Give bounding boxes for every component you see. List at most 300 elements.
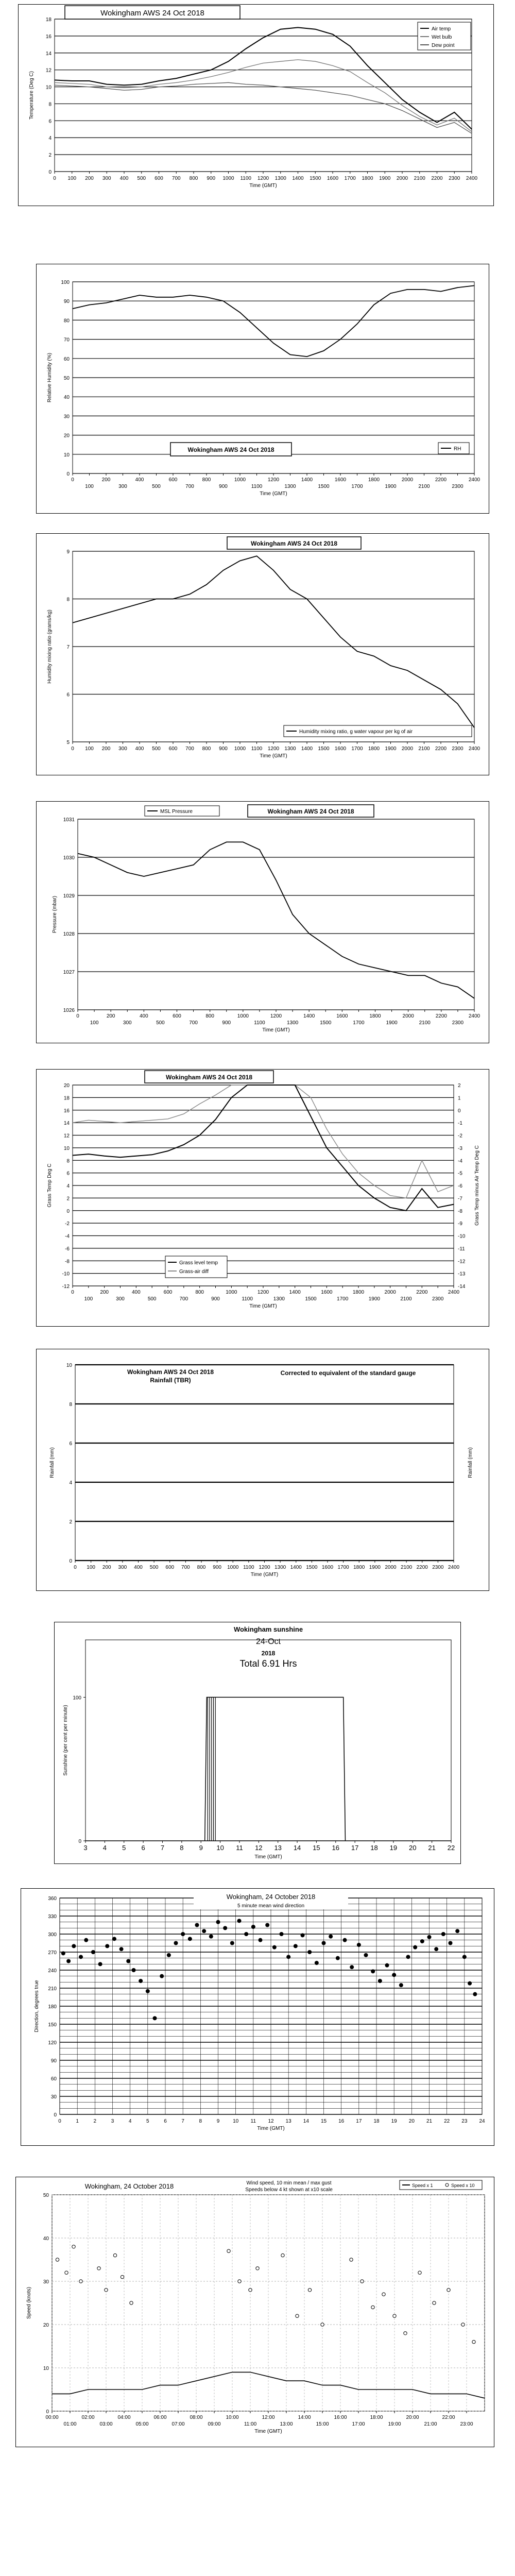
x-tick-label: 300 [123, 1020, 132, 1026]
x-tick-label: 200 [101, 477, 111, 483]
temperature-chart-svg [19, 5, 494, 206]
x-tick-label: 1200 [257, 1290, 269, 1295]
wind-direction-point [336, 1956, 340, 1960]
wind-direction-point [329, 1935, 333, 1939]
x-tick-label: 0 [74, 1565, 77, 1570]
y-tick-label: 0 [66, 471, 70, 477]
chart-subtitle: Wind speed, 10 min mean / max gust [246, 2180, 332, 2186]
y-tick-label: 60 [63, 356, 70, 362]
speed-x10-point [418, 2271, 421, 2274]
y-right-tick-label: -8 [458, 1208, 462, 1214]
x-tick-label: 1800 [353, 1565, 365, 1570]
x-tick-label: 09:00 [208, 2421, 221, 2427]
legend-label: Speed x 10 [451, 2183, 475, 2188]
x-tick-label: 700 [189, 1020, 198, 1026]
x-tick-label: 500 [152, 746, 161, 752]
x-tick-label: 13 [274, 1844, 282, 1852]
x-tick-label: 23 [461, 2119, 468, 2124]
legend-label: Air temp [432, 26, 451, 32]
wind-direction-point [294, 1944, 298, 1948]
x-tick-label: 800 [195, 1290, 204, 1295]
y-tick-label: 0 [46, 2409, 49, 2415]
y-right-tick-label: 1 [458, 1095, 461, 1101]
x-tick-label: 1800 [369, 1013, 381, 1019]
y-tick-label: 12 [45, 67, 52, 74]
y-tick-label: 4 [69, 1480, 72, 1486]
wind-direction-point [371, 1969, 375, 1973]
x-tick-label: 2300 [432, 1296, 444, 1302]
x-tick-label: 11 [250, 2119, 256, 2124]
x-tick-label: 5 [122, 1844, 126, 1852]
wind-direction-point [237, 1919, 242, 1923]
x-tick-label: 1400 [303, 1013, 315, 1019]
y-right-tick-label: -10 [458, 1233, 466, 1240]
wind-direction-point [188, 1937, 192, 1941]
x-tick-label: 2000 [401, 746, 414, 752]
x-tick-label: 200 [102, 1565, 111, 1570]
x-tick-label: 14:00 [298, 2415, 311, 2420]
chart-title: Wokingham AWS 24 Oct 2018 [187, 446, 274, 453]
x-tick-label: 1100 [243, 1565, 254, 1570]
x-tick-label: 900 [207, 176, 216, 181]
x-tick-label: 1000 [222, 176, 234, 181]
y-tick-label: 1027 [63, 970, 75, 975]
x-tick-label: 100 [90, 1020, 99, 1026]
y-tick-label: 14 [63, 1121, 70, 1127]
speed-x10-point [382, 2293, 385, 2296]
x-tick-label: 4 [128, 2119, 132, 2124]
y-axis-label: Rainfall (mm) [49, 1447, 55, 1478]
speed-x10-point [238, 2280, 241, 2283]
wind-direction-point [468, 1981, 472, 1986]
x-tick-label: 00:00 [45, 2415, 59, 2420]
x-tick-label: 0 [71, 477, 74, 483]
x-tick-label: 22 [447, 1844, 455, 1852]
x-tick-label: 2100 [419, 1020, 431, 1026]
x-tick-label: 1100 [251, 746, 263, 752]
x-tick-label: 1200 [257, 176, 269, 181]
grass-temperature-chart-svg [37, 1070, 489, 1327]
speed-x10-point [296, 2314, 299, 2317]
wind-direction-point [202, 1929, 206, 1933]
x-tick-label: 900 [211, 1296, 220, 1302]
chart-subtitle: Rainfall (TBR) [150, 1377, 191, 1384]
x-tick-label: 400 [139, 1013, 148, 1019]
x-tick-label: 1700 [351, 746, 363, 752]
wind-direction-point [79, 1955, 83, 1959]
chart-title: Wokingham, 24 October 2018 [84, 2182, 174, 2190]
x-tick-label: 700 [179, 1296, 188, 1302]
x-tick-label: 100 [87, 1565, 95, 1570]
legend-label: Wet bulb [432, 35, 452, 40]
sunshine-chart-svg [55, 1622, 461, 1864]
x-tick-label: 0 [71, 1290, 74, 1295]
wind-speed-chart [15, 2177, 494, 2447]
y-tick-label: 270 [48, 1950, 57, 1956]
y-tick-label: 20 [43, 2323, 49, 2328]
x-tick-label: 1900 [368, 1296, 380, 1302]
page-footer-blank [0, 2452, 515, 2576]
y-tick-label: 14 [45, 50, 52, 57]
x-tick-label: 600 [165, 1565, 175, 1570]
y-axis-label: Direction, degrees true [34, 1980, 40, 2032]
x-tick-label: 3 [111, 2119, 114, 2124]
y-tick-label: 360 [48, 1896, 57, 1902]
x-tick-label: 21 [428, 1844, 436, 1852]
x-tick-label: 1400 [301, 477, 313, 483]
wind-direction-point [315, 1961, 319, 1965]
x-tick-label: 17 [356, 2119, 362, 2124]
chart-subtitle: 5 minute mean wind direction [237, 1903, 305, 1909]
x-tick-label: 1700 [344, 176, 356, 181]
grass-temperature-chart [36, 1069, 489, 1327]
x-tick-label: 2000 [401, 477, 414, 483]
x-tick-label: 12:00 [262, 2415, 275, 2420]
x-tick-label: 13:00 [280, 2421, 293, 2427]
x-tick-label: 700 [181, 1565, 190, 1570]
wind-direction-point [427, 1935, 432, 1939]
x-tick-label: 1500 [305, 1296, 317, 1302]
x-tick-label: 2400 [448, 1565, 460, 1570]
x-tick-label: 1800 [368, 746, 380, 752]
x-tick-label: 1700 [351, 484, 363, 489]
y-tick-label: 30 [63, 414, 70, 420]
x-tick-label: 1000 [237, 1013, 249, 1019]
wind-direction-point [350, 1965, 354, 1969]
x-tick-label: 14 [303, 2119, 309, 2124]
x-tick-label: 1000 [234, 746, 246, 752]
y-tick-label: 0 [78, 1839, 81, 1844]
x-tick-label: 1600 [334, 477, 347, 483]
wind-direction-point [406, 1955, 410, 1959]
x-tick-label: 1800 [352, 1290, 365, 1295]
x-tick-label: 8 [199, 2119, 202, 2124]
wind-direction-point [455, 1929, 459, 1933]
x-tick-label: 500 [137, 176, 146, 181]
wind-direction-point [259, 1938, 263, 1942]
legend-label: Humidity mixing ratio, g water vapour per kg of air [299, 729, 413, 735]
sunshine-chart [54, 1622, 461, 1864]
y-tick-label: 100 [61, 280, 70, 285]
x-tick-label: 16 [338, 2119, 345, 2124]
y-tick-label: 6 [69, 1441, 72, 1447]
x-tick-label: 1100 [254, 1020, 265, 1026]
speed-x10-point [256, 2267, 259, 2270]
x-tick-label: 1 [76, 2119, 79, 2124]
pressure-chart [36, 801, 489, 1043]
x-tick-label: 1500 [318, 746, 330, 752]
x-tick-label: 400 [135, 477, 144, 483]
x-tick-label: 05:00 [135, 2421, 149, 2427]
x-tick-label: 18 [370, 1844, 378, 1852]
legend-label: Grass level temp [179, 1260, 218, 1266]
wind-direction-point [420, 1939, 424, 1943]
y-tick-label: 18 [45, 17, 52, 23]
x-tick-label: 2100 [418, 484, 430, 489]
y-right-tick-label: -1 [458, 1121, 462, 1127]
x-tick-label: 2000 [385, 1565, 397, 1570]
x-tick-label: 700 [171, 176, 181, 181]
y-right-tick-label: -14 [458, 1284, 466, 1290]
x-tick-label: 15 [320, 2119, 327, 2124]
wind-direction-point [251, 1925, 255, 1929]
x-tick-label: 400 [135, 746, 144, 752]
legend-label: Speed x 1 [412, 2183, 433, 2188]
x-tick-label: 800 [189, 176, 198, 181]
plot-area [78, 819, 474, 1010]
x-tick-label: 19:00 [388, 2421, 401, 2427]
y-right-axis-label: Rainfall (mm) [468, 1447, 473, 1478]
x-tick-label: 800 [202, 477, 211, 483]
x-tick-label: 1600 [336, 1013, 348, 1019]
x-tick-label: 2400 [468, 746, 480, 752]
wind-direction-point [181, 1932, 185, 1936]
x-tick-label: 22:00 [442, 2415, 455, 2420]
x-tick-label: 100 [67, 176, 77, 181]
y-tick-label: -2 [65, 1221, 70, 1227]
x-tick-label: 2 [93, 2119, 97, 2124]
x-tick-label: 23:00 [460, 2421, 473, 2427]
x-tick-label: 1200 [267, 746, 280, 752]
x-tick-label: 20 [408, 2119, 415, 2124]
y-tick-label: 6 [66, 1171, 70, 1177]
wind-direction-point [244, 1932, 248, 1936]
x-tick-label: 200 [106, 1013, 115, 1019]
y-tick-label: 90 [50, 2058, 57, 2064]
x-tick-label: 900 [219, 484, 228, 489]
x-tick-label: 300 [116, 1296, 125, 1302]
x-tick-label: 1300 [274, 176, 286, 181]
wind-direction-point [378, 1979, 382, 1983]
x-tick-label: 300 [118, 1565, 127, 1570]
chart-subtitle: 24-Oct [255, 1637, 281, 1646]
x-axis-label: Time (GMT) [249, 1303, 277, 1309]
x-tick-label: 15 [313, 1844, 320, 1852]
speed-x10-point [56, 2258, 59, 2261]
speed-x10-point [308, 2289, 311, 2292]
x-tick-label: 2200 [416, 1290, 428, 1295]
chart-title: Wokingham AWS 24 Oct 2018 [100, 9, 204, 18]
x-tick-label: 18 [373, 2119, 380, 2124]
x-axis-label: Time (GMT) [254, 1854, 282, 1860]
y-right-tick-label: -4 [458, 1158, 462, 1164]
x-tick-label: 10 [216, 1844, 224, 1852]
y-tick-label: 0 [48, 170, 52, 175]
x-tick-label: 400 [119, 176, 129, 181]
y-tick-label: 50 [43, 2193, 49, 2198]
wind-direction-point [98, 1962, 102, 1966]
x-tick-label: 2300 [452, 1020, 464, 1026]
x-tick-label: 1900 [379, 176, 391, 181]
x-tick-label: 300 [102, 176, 111, 181]
wind-direction-point [132, 1968, 136, 1972]
wind-direction-point [167, 1953, 171, 1957]
x-tick-label: 0 [71, 746, 74, 752]
y-right-tick-label: -12 [458, 1259, 466, 1265]
y-tick-label: 50 [63, 376, 70, 381]
speed-x10-point [461, 2323, 465, 2326]
wind-direction-point [105, 1944, 109, 1948]
y-tick-label: 8 [48, 101, 52, 108]
x-tick-label: 1100 [242, 1296, 253, 1302]
x-tick-label: 0 [76, 1013, 79, 1019]
y-tick-label: 20 [63, 1083, 70, 1089]
y-tick-label: 180 [48, 2004, 57, 2010]
wind-direction-point [61, 1951, 65, 1955]
x-tick-label: 100 [84, 1296, 93, 1302]
speed-x10-point [105, 2289, 108, 2292]
y-right-tick-label: -5 [458, 1171, 462, 1177]
speed-x10-point [472, 2340, 475, 2343]
x-axis-label: Time (GMT) [262, 1027, 290, 1033]
chart-year: 2018 [261, 1650, 276, 1657]
x-tick-label: 1200 [259, 1565, 270, 1570]
chart-title: Wokingham AWS 24 Oct 2018 [267, 808, 354, 815]
wind-direction-point [473, 1992, 477, 1996]
y-axis-label: Humidity mixing ratio (grams/kg) [47, 609, 53, 684]
wind-direction-point [322, 1941, 326, 1945]
y-axis-label: Speed (knots) [26, 2286, 32, 2319]
y-tick-label: -6 [65, 1246, 70, 1252]
x-tick-label: 18:00 [370, 2415, 383, 2420]
wind-direction-point [223, 1926, 227, 1930]
y-axis-label: Grass Temp Deg C [47, 1163, 53, 1208]
y-tick-label: 1029 [63, 893, 75, 899]
speed-x10-point [447, 2289, 450, 2292]
x-tick-label: 06:00 [153, 2415, 167, 2420]
x-tick-label: 600 [154, 176, 163, 181]
wind-direction-point [72, 1944, 76, 1948]
y-tick-label: 10 [66, 1363, 72, 1368]
legend-label: RH [454, 446, 461, 452]
x-tick-label: 600 [163, 1290, 173, 1295]
x-tick-label: 1900 [385, 484, 397, 489]
y-tick-label: 10 [63, 1145, 70, 1151]
speed-x10-point [350, 2258, 353, 2261]
speed-x10-point [360, 2280, 364, 2283]
speed-x10-point [249, 2289, 252, 2292]
y-tick-label: 4 [66, 1183, 70, 1189]
x-tick-label: 400 [134, 1565, 143, 1570]
chart-title: Wokingham AWS 24 Oct 2018 [250, 540, 338, 547]
x-tick-label: 200 [100, 1290, 109, 1295]
x-tick-label: 13 [285, 2119, 291, 2124]
wind-direction-point [272, 1945, 277, 1950]
x-tick-label: 2300 [432, 1565, 444, 1570]
speed-x10-point [113, 2253, 116, 2257]
wind-direction-point [216, 1920, 220, 1924]
y-tick-label: 80 [63, 318, 70, 324]
x-tick-label: 2200 [435, 477, 447, 483]
chart-title: Wokingham AWS 24 Oct 2018 [127, 1368, 214, 1376]
x-tick-label: 2200 [431, 176, 443, 181]
chart-title: Wokingham AWS 24 Oct 2018 [165, 1074, 253, 1081]
wind-direction-point [230, 1941, 234, 1945]
x-tick-label: 1500 [306, 1565, 318, 1570]
y-tick-label: 4 [48, 135, 52, 142]
plot-area [55, 19, 472, 172]
y-axis-label: Relative Humidity (%) [47, 352, 53, 403]
speed-x10-point [97, 2267, 100, 2270]
x-tick-label: 1000 [234, 477, 246, 483]
x-tick-label: 500 [147, 1296, 157, 1302]
x-tick-label: 600 [173, 1013, 181, 1019]
y-tick-label: 1030 [63, 855, 75, 861]
x-tick-label: 11 [236, 1844, 243, 1852]
wind-direction-point [392, 1973, 396, 1977]
x-axis-label: Time (GMT) [260, 491, 287, 497]
legend-label: Grass-air diff [179, 1269, 209, 1275]
x-tick-label: 2400 [448, 1290, 460, 1295]
speed-x10-point [121, 2275, 124, 2278]
chart-note: Corrected to equivalent of the standard gauge [280, 1369, 416, 1377]
speed-x10-point [371, 2306, 374, 2309]
y-tick-label: 90 [63, 299, 70, 305]
speed-x10-point [72, 2245, 75, 2248]
speed-x10-point [433, 2301, 436, 2304]
speed-x10-point [79, 2280, 82, 2283]
y-axis-label: Pressure (mbar) [52, 895, 58, 934]
wind-direction-point [357, 1943, 361, 1947]
y-tick-label: 8 [66, 1158, 70, 1164]
y-right-tick-label: -3 [458, 1145, 462, 1151]
wind-direction-point [301, 1933, 305, 1937]
x-tick-label: 1400 [289, 1290, 301, 1295]
x-tick-label: 1900 [386, 1020, 398, 1026]
x-tick-label: 1100 [251, 484, 263, 489]
x-tick-label: 1300 [286, 1020, 299, 1026]
x-tick-label: 900 [219, 746, 228, 752]
x-tick-label: 20 [409, 1844, 417, 1852]
x-tick-label: 1600 [321, 1565, 334, 1570]
wind-direction-point [385, 1963, 389, 1968]
x-tick-label: 17 [351, 1844, 359, 1852]
x-tick-label: 1500 [320, 1020, 332, 1026]
x-tick-label: 04:00 [117, 2415, 131, 2420]
x-tick-label: 15:00 [316, 2421, 329, 2427]
speed-x10-point [404, 2332, 407, 2335]
y-tick-label: 210 [48, 1986, 57, 1992]
relative-humidity-chart-svg [37, 264, 489, 514]
plot-area [75, 1365, 454, 1561]
x-tick-label: 16:00 [334, 2415, 347, 2420]
x-tick-label: 2000 [402, 1013, 414, 1019]
x-tick-label: 1500 [318, 484, 330, 489]
x-tick-label: 9 [216, 2119, 220, 2124]
x-tick-label: 2100 [414, 176, 425, 181]
chart-title: Wokingham, 24 October 2018 [226, 1893, 316, 1901]
y-tick-label: -8 [65, 1259, 70, 1265]
y-tick-label: 0 [54, 2112, 57, 2118]
x-tick-label: 600 [168, 746, 178, 752]
legend-swatch [445, 2183, 449, 2187]
y-tick-label: 1028 [63, 931, 75, 937]
y-tick-label: 1026 [63, 1008, 75, 1013]
y-tick-label: 240 [48, 1968, 57, 1974]
x-tick-label: 1900 [385, 746, 397, 752]
y-tick-label: 8 [66, 597, 70, 603]
x-tick-label: 500 [152, 484, 161, 489]
x-tick-label: 7 [181, 2119, 184, 2124]
y-tick-label: 2 [66, 1196, 70, 1202]
wind-direction-chart-svg [21, 1889, 494, 2146]
wind-direction-point [139, 1979, 143, 1983]
x-tick-label: 1200 [267, 477, 280, 483]
y-tick-label: 9 [66, 549, 70, 555]
speed-x10-point [227, 2249, 230, 2252]
wind-direction-point [307, 1950, 312, 1954]
mixing-ratio-chart [36, 533, 489, 775]
